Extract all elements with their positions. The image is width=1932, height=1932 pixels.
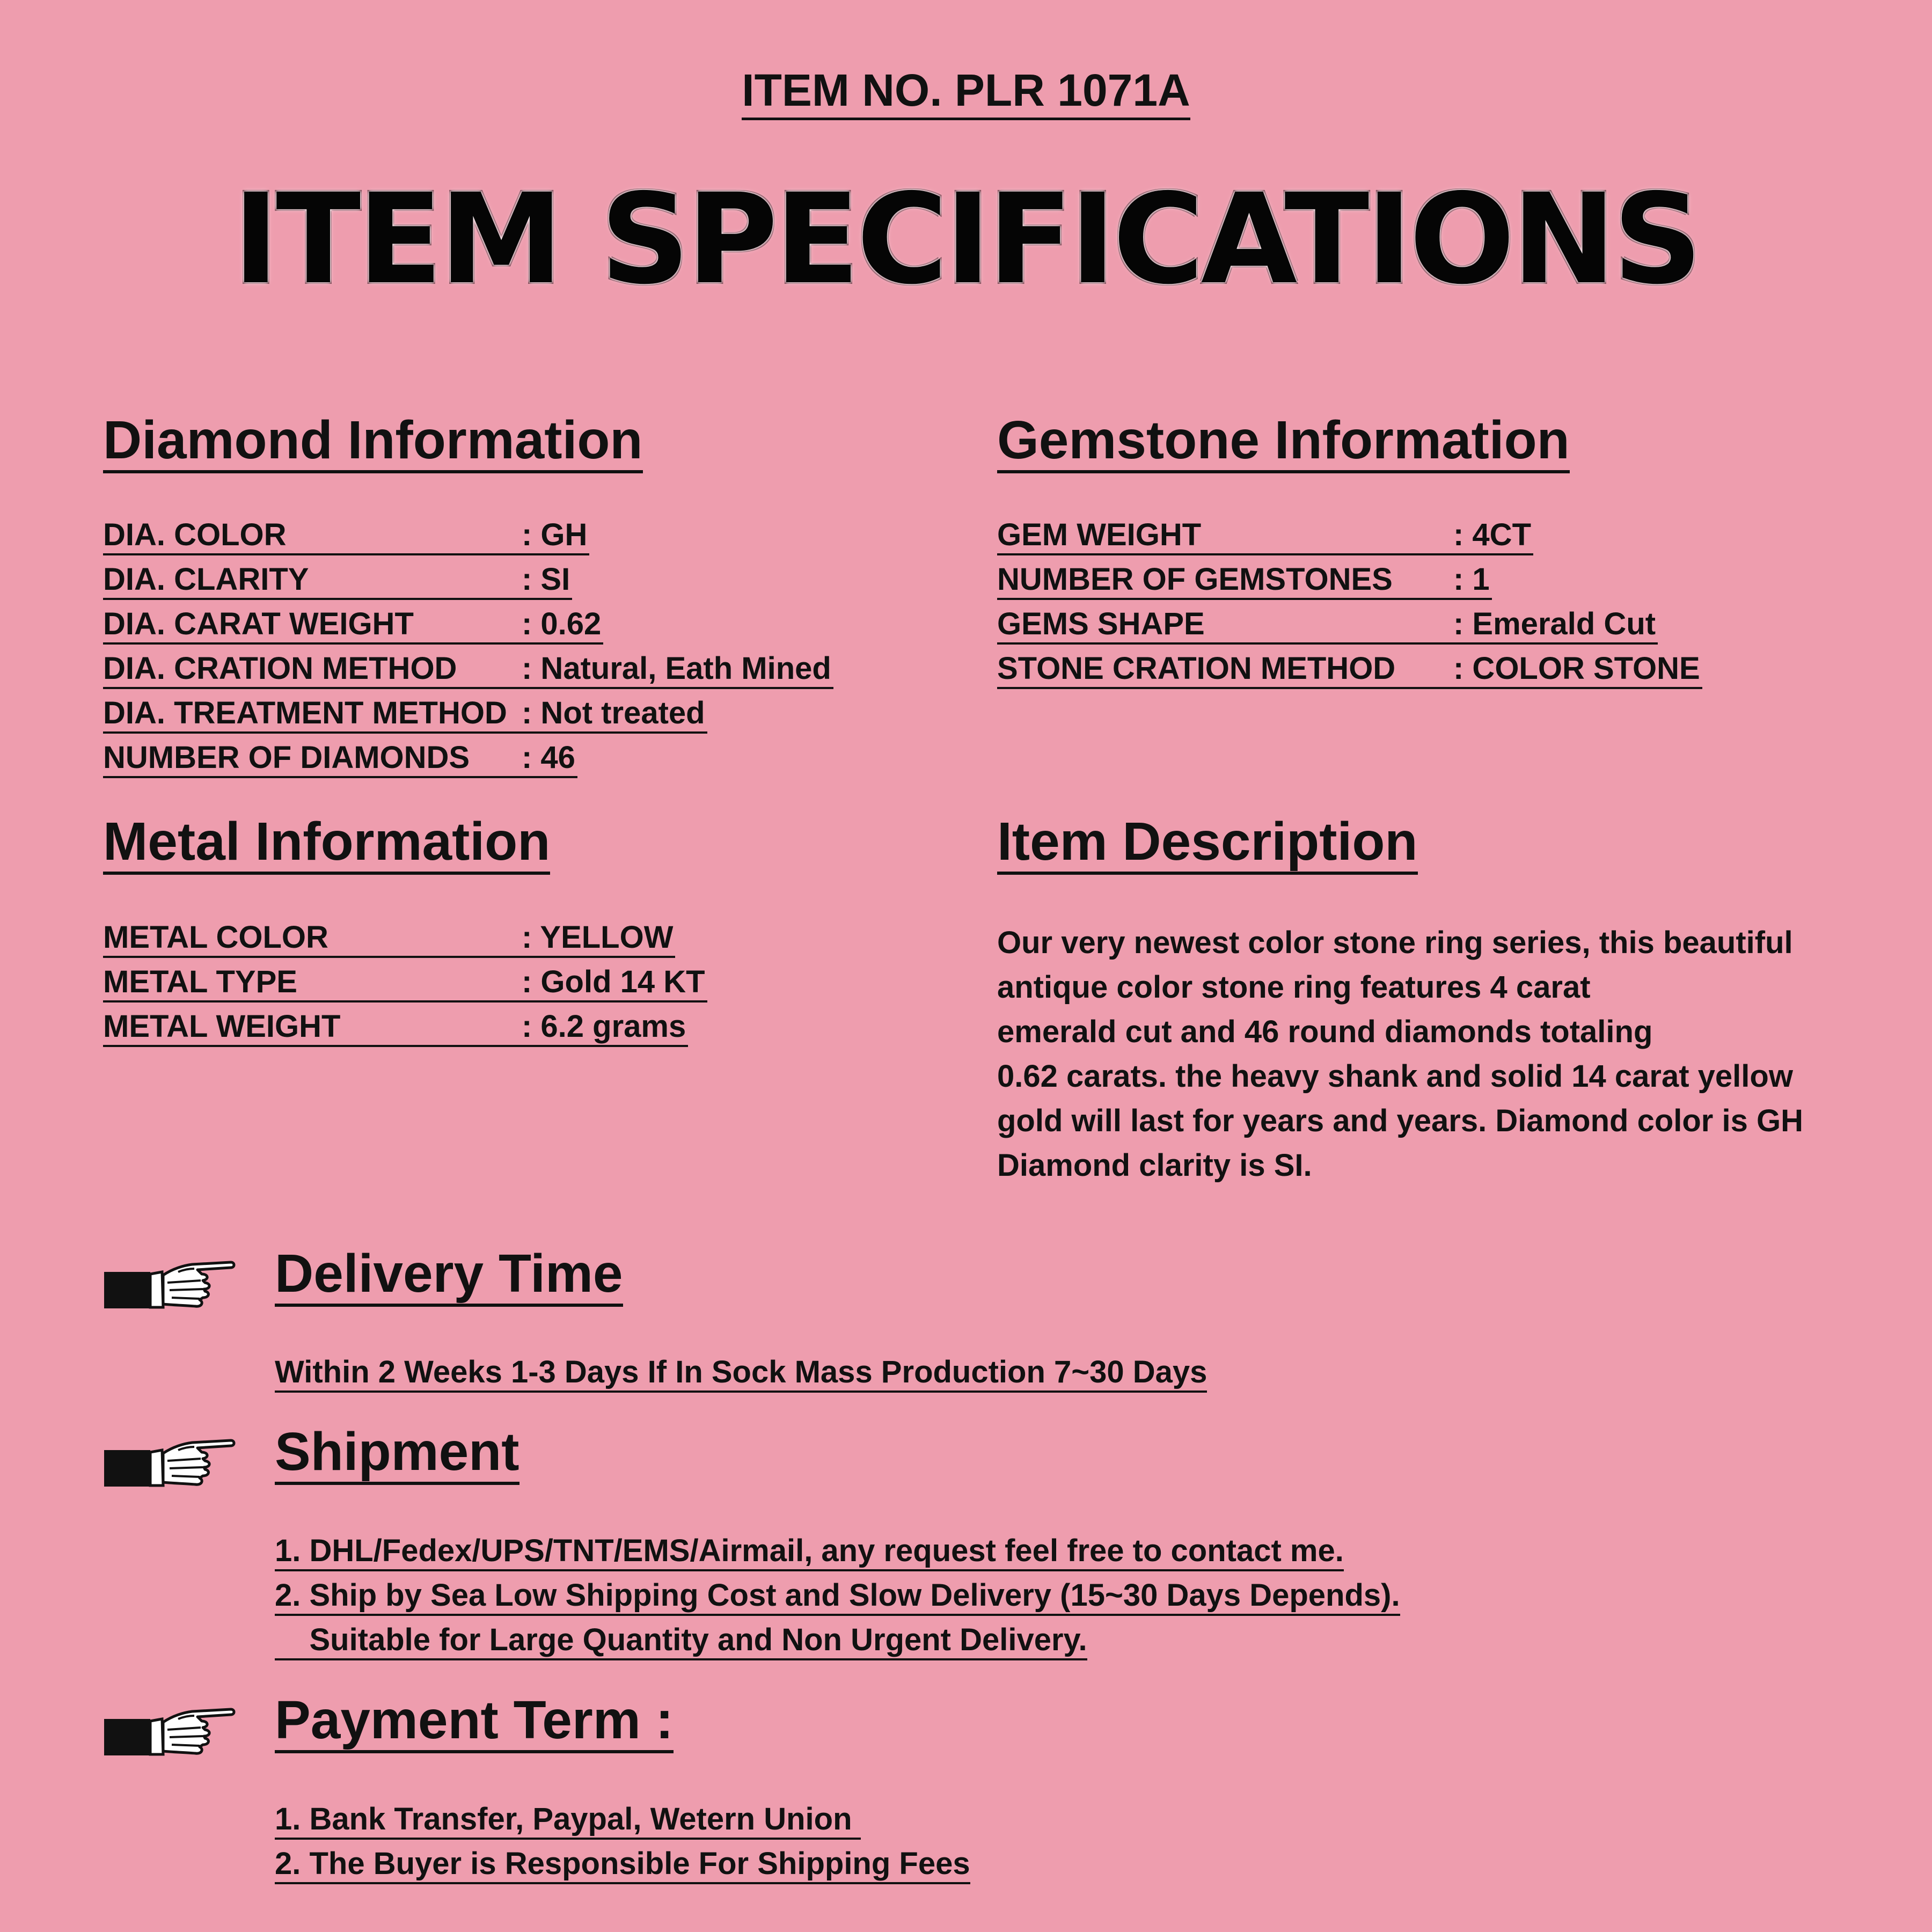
pointing-hand-icon [103,1256,237,1309]
pointing-hand-icon [103,1703,237,1757]
shipment-line: 2. Ship by Sea Low Shipping Cost and Slow Delivery (15~30 Days Depends). [275,1578,1400,1623]
page-title: ITEM SPECIFICATIONS [232,167,1700,312]
spec-row-dia-carat-weight: DIA. CARAT WEIGHT : 0.62 [103,607,833,652]
spec-row-dia-treatment-method: DIA. TREATMENT METHOD : Not treated [103,696,833,741]
shipment-heading: Shipment [275,1425,519,1485]
delivery-time-lines [275,1355,1207,1400]
payment-term-lines [275,1802,970,1891]
shipment-line: 1. DHL/Fedex/UPS/TNT/EMS/Airmail, any request feel free to contact me. [275,1534,1400,1578]
spec-row-dia-creation-method: DIA. CRATION METHOD : Natural, Eath Mined [103,652,833,696]
shipment-line: Suitable for Large Quantity and Non Urgent Delivery. [275,1623,1400,1667]
spec-row-gems-shape: GEMS SHAPE : Emerald Cut [997,607,1702,652]
spec-row-number-of-diamonds: NUMBER OF DIAMONDS : 46 [103,741,833,785]
item-number [0,64,1932,116]
spec-row-metal-weight: METAL WEIGHT : 6.2 grams [103,1009,707,1054]
spec-row-gem-weight: GEM WEIGHT : 4CT [997,518,1702,562]
pointing-hand-icon [103,1434,237,1488]
item-number-text: ITEM NO. PLR 1071A [742,65,1190,120]
payment-line: 1. Bank Transfer, Paypal, Wetern Union [275,1802,970,1847]
item-description-text: Our very newest color stone ring series, this beautiful antique color stone ring features 4 carat emerald cut and 46 round diamonds totaling 0.62 carats. the heavy shank and solid 14 carat yellow gold will last for years and years. Diamond color is GH Diamond clarity is SI. [997,925,1803,1183]
diamond-spec-list [103,518,833,785]
spec-row-metal-color: METAL COLOR : YELLOW [103,920,707,965]
gemstone-spec-list [997,518,1702,696]
metal-info-heading: Metal Information [103,815,550,875]
spec-row-dia-color: DIA. COLOR : GH [103,518,833,562]
delivery-line: Within 2 Weeks 1-3 Days If In Sock Mass Production 7~30 Days [275,1355,1207,1400]
metal-spec-list [103,920,707,1054]
spec-row-metal-type: METAL TYPE : Gold 14 KT [103,965,707,1009]
gemstone-info-heading: Gemstone Information [997,413,1570,473]
shipment-lines [275,1534,1400,1667]
spec-row-stone-creation-method: STONE CRATION METHOD : COLOR STONE [997,652,1702,696]
spec-row-number-of-gemstones: NUMBER OF GEMSTONES : 1 [997,562,1702,607]
payment-line: 2. The Buyer is Responsible For Shipping Fees [275,1847,970,1891]
payment-term-heading: Payment Term : [275,1693,674,1753]
diamond-info-heading: Diamond Information [103,413,643,473]
spec-row-dia-clarity: DIA. CLARITY : SI [103,562,833,607]
item-description-heading: Item Description [997,815,1418,875]
delivery-time-heading: Delivery Time [275,1247,623,1307]
